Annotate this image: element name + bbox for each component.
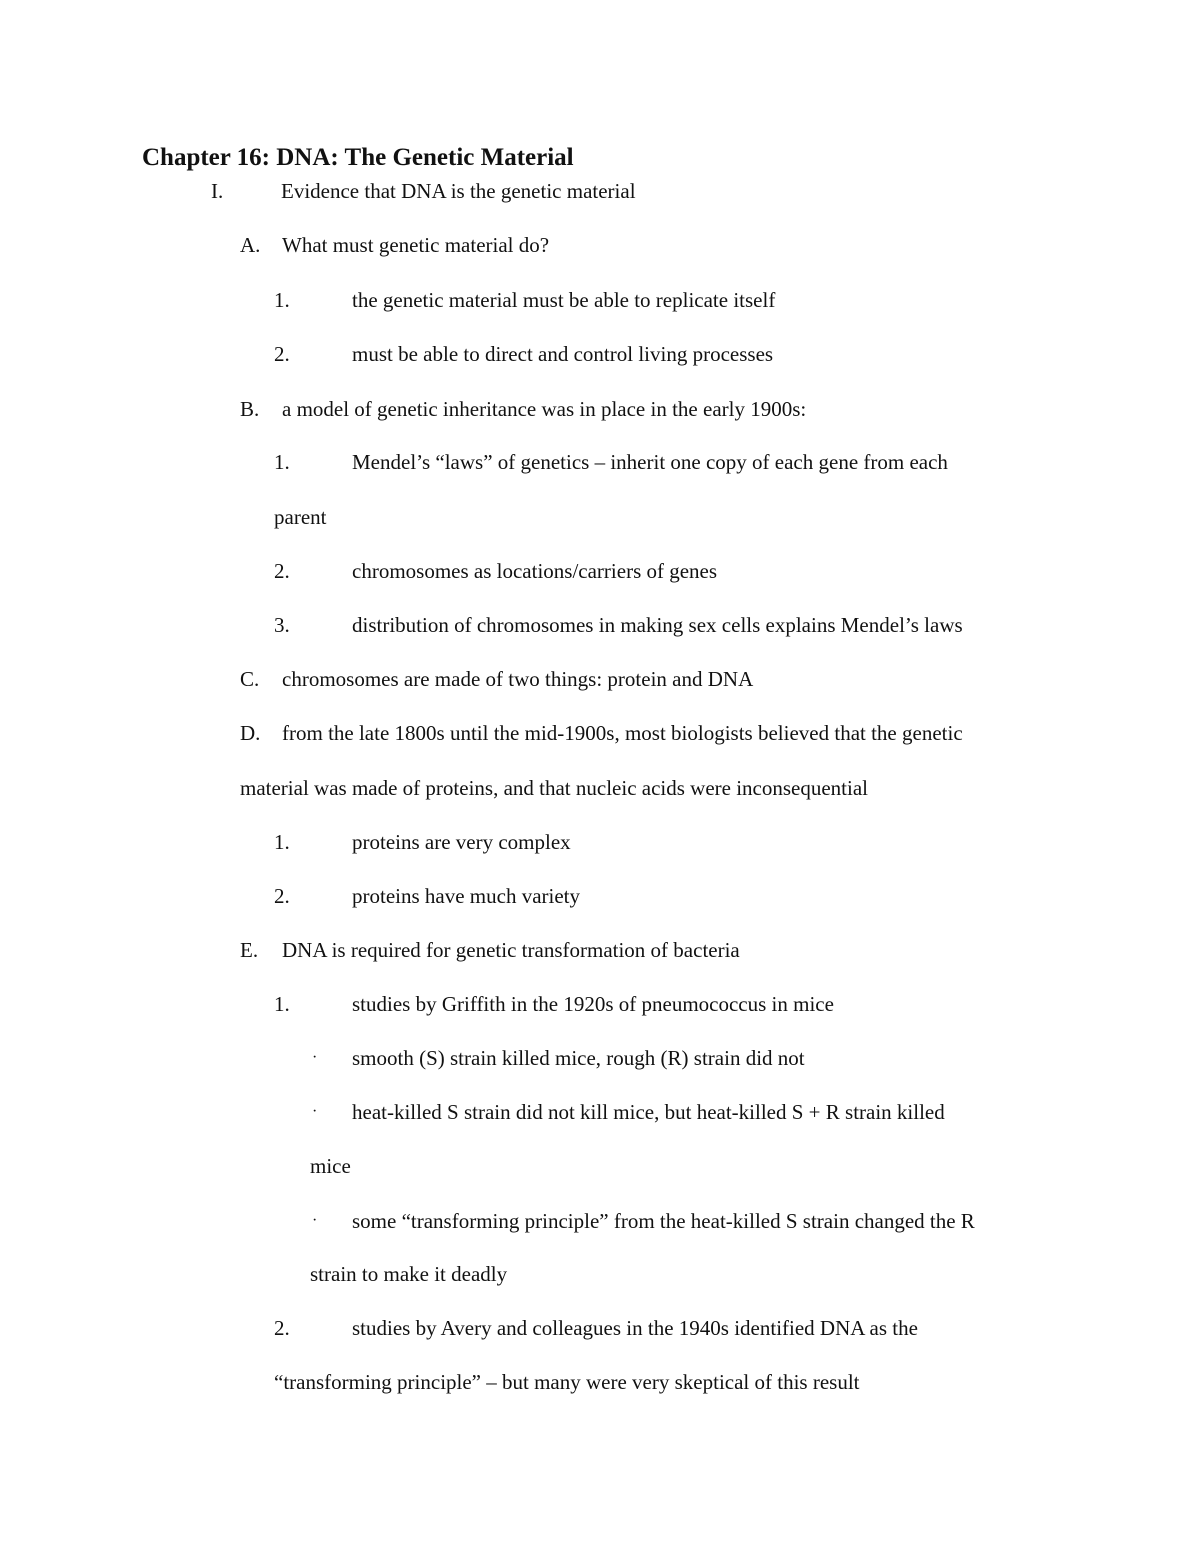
outline-text: What must genetic material do? [282, 233, 550, 257]
outline-text: must be able to direct and control living processes [352, 342, 774, 366]
outline-marker: 2. [274, 342, 290, 366]
outline-text: Evidence that DNA is the genetic material [281, 179, 636, 203]
outline-text: material was made of proteins, and that nucleic acids were inconsequential [240, 776, 869, 800]
outline-text: parent [274, 505, 327, 529]
outline-text: from the late 1800s until the mid-1900s, most biologists believed that the genetic [282, 721, 963, 745]
outline-text: a model of genetic inheritance was in place in the early 1900s: [282, 397, 807, 421]
outline-text: chromosomes are made of two things: protein and DNA [282, 667, 754, 691]
bullet-marker: · [312, 1103, 318, 1120]
outline-text: distribution of chromosomes in making sex cells explains Mendel’s laws [352, 613, 963, 637]
outline-marker: D. [240, 721, 261, 745]
outline-marker: 1. [274, 992, 290, 1016]
outline-text: studies by Avery and colleagues in the 1940s identified DNA as the [352, 1316, 918, 1340]
outline-text: DNA is required for genetic transformation of bacteria [282, 938, 740, 962]
outline-marker: I. [211, 179, 224, 203]
outline-text: strain to make it deadly [310, 1262, 508, 1286]
chapter-title: Chapter 16: DNA: The Genetic Material [142, 144, 574, 171]
bullet-marker: · [312, 1049, 318, 1066]
outline-marker: 1. [274, 450, 290, 474]
outline-marker: A. [240, 233, 261, 257]
outline-marker: C. [240, 667, 260, 691]
outline-text: proteins have much variety [352, 884, 581, 908]
outline-text: heat-killed S strain did not kill mice, but heat-killed S + R strain killed [352, 1100, 945, 1124]
outline-marker: 2. [274, 884, 290, 908]
outline-marker: E. [240, 938, 259, 962]
outline-marker: 1. [274, 288, 290, 312]
outline-text: smooth (S) strain killed mice, rough (R) strain did not [352, 1046, 805, 1070]
outline-marker: 3. [274, 613, 290, 637]
outline-text: “transforming principle” – but many were very skeptical of this result [274, 1370, 860, 1394]
outline-text: proteins are very complex [352, 830, 571, 854]
bullet-marker: · [312, 1212, 318, 1229]
outline-marker: 2. [274, 1316, 290, 1340]
outline-text: Mendel’s “laws” of genetics – inherit one copy of each gene from each [352, 450, 948, 474]
outline-text: mice [310, 1154, 351, 1178]
outline-marker: 1. [274, 830, 290, 854]
outline-marker: B. [240, 397, 260, 421]
outline-text: studies by Griffith in the 1920s of pneumococcus in mice [352, 992, 834, 1016]
outline-text: the genetic material must be able to replicate itself [352, 288, 776, 312]
outline-marker: 2. [274, 559, 290, 583]
outline-text: chromosomes as locations/carriers of genes [352, 559, 718, 583]
outline-text: some “transforming principle” from the heat-killed S strain changed the R [352, 1209, 975, 1233]
